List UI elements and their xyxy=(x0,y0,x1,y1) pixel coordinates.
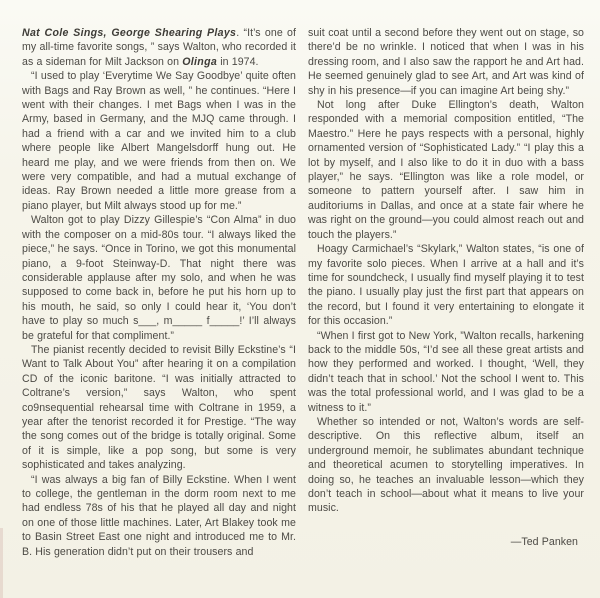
paragraph-closing: Whether so intended or not, Walton’s words are self-descriptive. On this reflective album, itself an underground memoir, he sublimates abundant technique and theoretical acumen to storytelling imperatives. In doing so, he teaches an invaluable lesson—which they don’t teach in school—about what it means to live your music. xyxy=(308,415,584,515)
opening-paragraph xyxy=(22,26,296,69)
paragraph-eckstine-fan: “I was always a big fan of Billy Eckstine. When I went to college, the gentleman in the dorm room next to me had endless 78s of his that he played all day and night on one of those little machines. Later, Art Blakey took me to Basin Street East one night and introduced me to Mr. B. His generation didn’t put on their trousers and xyxy=(22,473,296,558)
lead-album-title: Nat Cole Sings, George Shearing Plays xyxy=(22,27,237,39)
left-column xyxy=(22,26,296,559)
paragraph-suit-coat-continuation: suit coat until a second before they went out on stage, so there’d be no wrinkle. I noticed that when I was in his dressing room, and I also saw the rapport he and Art had. He seemed genuinely glad to see Art, and Art was kind of shy in his presence—if you can imagine Art being shy.” xyxy=(308,27,584,97)
paragraph-eckstine-revisit: The pianist recently decided to revisit Billy Eckstine’s “I Want to Talk About You” after hearing it on a compilation CD of the iconic baritone. “I was initially attracted to Coltrane’s version,” says Walton, who spent co9nsequential rehearsal time with Coltrane in 1959, a year after the tenorist recorded it for Prestige. “The way the song comes out of the bridge is totally original. Some of it is simple, like a pop song, but some is very sophisticated and takes analyzing. xyxy=(22,343,296,472)
paragraph-skylark: Hoagy Carmichael’s “Skylark,” Walton states, “is one of my favorite solo pieces. When I arrive at a hall and it’s time for soundcheck, I usually find myself playing it to test the piano. I usually play just the first part that appears on the record, but I found it very entertaining to elongate it for this occasion.” xyxy=(308,243,584,328)
paragraph-con-alma: Walton got to play Dizzy Gillespie’s “Con Alma” in duo with the composer on a mid-80s tour. “I always liked the piece,” he says. “Once in Torino, we got this monumental piano, a 9-foot Steinway-D. That night there was considerable applause after my solo, and when he was supposed to come back in, before he put his horn up to his mouth, he said, so only I could hear it, ‘You don’t have to play so much s___, m_____ f_____!’ I’ll always be grateful for that compliment.” xyxy=(22,214,296,342)
paragraph-the-maestro: Not long after Duke Ellington’s death, Walton responded with a memorial composition entitled, “The Maestro.” Here he pays respects with a personal, highly ornamented version of “Sophisticated Lady.” “I play this a lot by myself, and I also like to do it in duo with a bass player,” he says. “Ellington was like a role model, or someone to pattern yourself after. I saw him in auditoriums in Dallas, and once at a state fair where he was right on the ground—you could almost reach out and touch the players.” xyxy=(308,99,584,241)
scan-edge-artifact xyxy=(0,528,3,598)
right-column xyxy=(308,26,584,559)
paragraph-everytime-goodbye: “I used to play ‘Everytime We Say Goodbye’ quite often with Bags and Ray Brown as well, ” he continues. “Here I went with their changes. I met Bags when I was in the Army, based in Germany, and the MJQ came through. I had a friend with a car and we invited him to a club where people like Albert Mangelsdorff hung out. He heard me play, and we were friends from then on. We were very compatible, and had a mutual exchange of ideas. Ray Brown needed a little more grease from a piano player, but Milt always stood up for me.” xyxy=(22,70,296,212)
opening-tail: in 1974. xyxy=(217,55,259,68)
olinga-album-title: Olinga xyxy=(182,55,218,68)
byline: —Ted Panken xyxy=(510,535,578,548)
paragraph-new-york: “When I first got to New York, ”Walton recalls, harkening back to the middle 50s, “I’d see all these great artists and how they performed and worked. I thought, ‘Well, they didn’t teach that in school.’ Not the school I went to. This was the total professional world, and I was glad to be a witness to it.” xyxy=(308,329,584,414)
opening-text: . “It’s one of my all-time favorite songs, ” says Walton, who recorded it as a sideman for Milt Jackson on xyxy=(22,27,296,68)
